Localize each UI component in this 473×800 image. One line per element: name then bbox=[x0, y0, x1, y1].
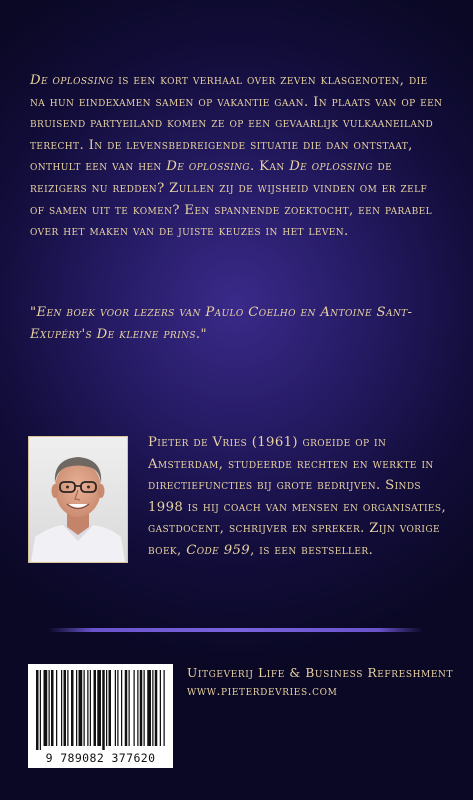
decorative-divider bbox=[48, 628, 423, 632]
barcode-bar bbox=[51, 670, 54, 746]
blurb-paragraph bbox=[30, 70, 445, 243]
barcode-bar bbox=[134, 670, 135, 746]
author-portrait-icon bbox=[29, 437, 127, 562]
barcode-bar bbox=[144, 670, 145, 746]
barcode-bar bbox=[102, 670, 105, 750]
barcode-bar bbox=[140, 670, 143, 746]
blurb-text: de reizigers nu redden? Zullen zij de wijsheid vinden om er zelf of samen uit te komen? Een spannende zoektocht, een parabel over het maken van de juiste keuzes in het leven. bbox=[30, 159, 432, 240]
quote-text-part: "Een boek voor lezers van Paulo Coelho en Antoine Sant-Exupéry's bbox=[30, 305, 413, 342]
barcode-bar bbox=[90, 670, 91, 746]
barcode-bar bbox=[97, 670, 101, 746]
barcode-bar bbox=[152, 670, 153, 746]
barcode-bar bbox=[164, 670, 165, 746]
isbn-number: 9 789082 377620 bbox=[45, 751, 156, 765]
barcode-bar bbox=[64, 670, 67, 746]
quote-text-end: ." bbox=[195, 326, 207, 342]
bio-text: Pieter de Vries (1961) groeide op in Amsterdam, studeerde rechten en werkte in directiefuncties bij grote bedrijven. Sinds 1998 is hij coach van mensen en organisaties, gastdocent, schrijver en spreker. Zijn vorige boek, bbox=[148, 435, 447, 558]
barcode-bar bbox=[76, 670, 77, 746]
quote-text bbox=[30, 305, 412, 342]
publisher-name: Uitgeverij Life & Business Refreshment bbox=[187, 666, 454, 680]
barcode-bar bbox=[160, 670, 161, 746]
barcode-bar bbox=[117, 670, 118, 746]
author-bio bbox=[148, 432, 453, 561]
barcode-bar bbox=[49, 670, 50, 746]
barcode-bar bbox=[147, 670, 151, 746]
barcode-bar bbox=[79, 670, 83, 746]
barcode-bars bbox=[28, 664, 173, 750]
barcode-bar bbox=[121, 670, 122, 746]
barcode-bar bbox=[137, 670, 138, 746]
barcode-bar bbox=[87, 670, 88, 746]
blurb-text: is een kort verhaal over zeven klasgenoten, die na hun eindexamen samen op vakantie gaan. In plaats van op een bruisend partyeiland komen ze op een gevaarlijk vulkaaneiland terecht. In de levensbedreigende situatie die dan ontstaat, onthult een van hen bbox=[30, 73, 443, 175]
endorsement-quote bbox=[30, 302, 445, 345]
previous-book-title: Code 959 bbox=[186, 542, 251, 558]
barcode-bar bbox=[84, 670, 85, 746]
barcode-bar bbox=[56, 670, 57, 746]
barcode-bar bbox=[36, 670, 39, 750]
barcode-bar bbox=[115, 670, 116, 746]
barcode-bar bbox=[106, 670, 107, 746]
publisher-website[interactable]: www.pieterdevries.com bbox=[187, 684, 338, 698]
book-title-italic: De oplossing bbox=[289, 159, 373, 175]
barcode-bar bbox=[44, 670, 48, 746]
barcode-bar bbox=[109, 670, 112, 746]
isbn-barcode bbox=[28, 664, 173, 768]
quote-book-title: De kleine prins bbox=[96, 326, 196, 342]
barcode-bar bbox=[61, 670, 62, 746]
barcode-bar bbox=[94, 670, 97, 746]
barcode-bar bbox=[129, 670, 130, 746]
barcode-bar bbox=[125, 670, 128, 746]
back-cover-blurb bbox=[30, 70, 445, 243]
publisher-info bbox=[187, 664, 462, 700]
barcode-bar bbox=[40, 670, 41, 750]
barcode-bar bbox=[155, 670, 158, 746]
book-title-italic: De oplossing bbox=[30, 73, 114, 88]
barcode-bar bbox=[67, 670, 68, 746]
blurb-text: . Kan bbox=[250, 159, 290, 175]
author-photo bbox=[28, 436, 128, 563]
book-title-italic: De oplossing bbox=[166, 159, 250, 175]
barcode-bar bbox=[71, 670, 74, 746]
bio-text-end: , is een bestseller. bbox=[250, 542, 374, 558]
